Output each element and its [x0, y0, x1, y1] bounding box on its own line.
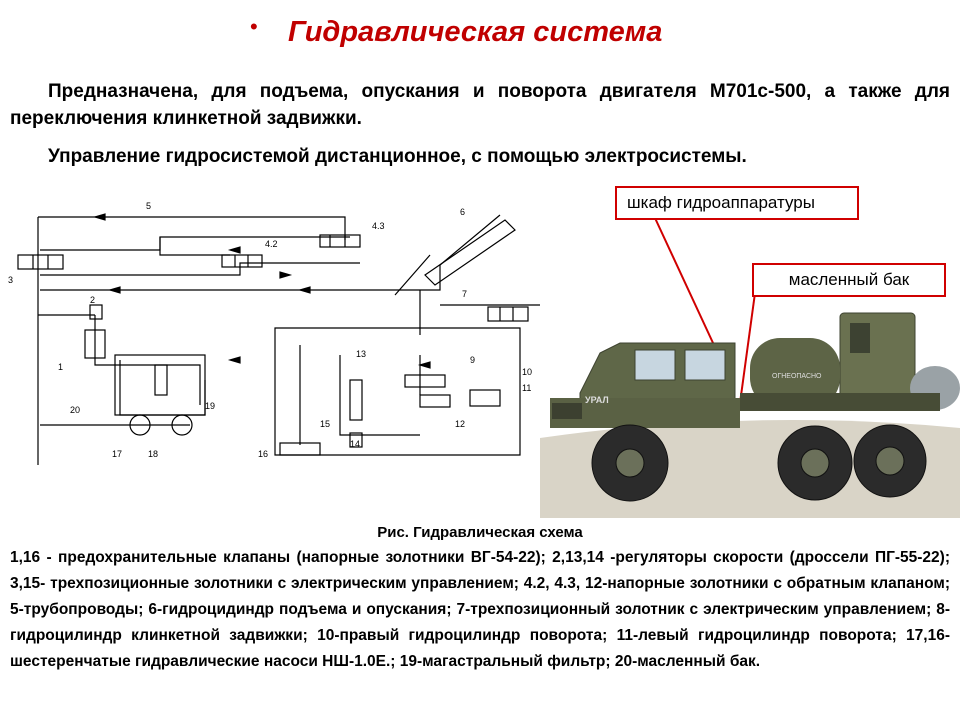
figure-caption: Рис. Гидравлическая схема [377, 524, 583, 541]
title-bullet: • [250, 14, 258, 39]
diagram-label: 2 [90, 295, 96, 305]
truck-photo [540, 178, 960, 518]
diagram-label: 4.3 [372, 221, 385, 231]
hydraulic-schematic [0, 195, 540, 475]
filter-19 [155, 365, 167, 395]
tank-20 [115, 355, 205, 415]
valve-3 [18, 255, 63, 269]
valve-9 [405, 375, 445, 387]
cylinder-6 [425, 220, 515, 285]
callout-cabinet: шкаф гидроаппаратуры [615, 186, 859, 220]
diagram-label: 7 [462, 289, 468, 299]
diagram-label: 20 [70, 405, 81, 415]
pipeline-row-3 [40, 215, 500, 290]
valve-7 [488, 307, 528, 321]
figure-legend: 1,16 - предохранительные клапаны (напорные золотники ВГ-54-22); 2,13,14 -регуляторы скорости (дроссели ПГ-55-22); 3,15- трехпозиционные золотники с электрическим управлением; 4.2, 4.3, 12-напорные золотники с обратным клапаном; 5-трубопроводы; 6-гидроцидиндр подъема и опускания; 7-трехпозиционный золотник с электрическим управлением; 8-гидроцилиндр клинкетной задвижки; 10-правый гидроцилиндр поворота; 11-левый гидроцилиндр поворота; 17,16-шестеренчатые гидравлические насоси НШ-1.0Е.; 19-магастральный фильтр; 20-масленный бак. [10, 549, 950, 670]
intro-paragraph-purpose: Предназначена, для подъема, опускания и поворота двигателя М701с-500, а также для переключения клинкетной задвижки. [10, 81, 950, 129]
diagram-label: 11 [522, 383, 532, 393]
valve-13 [350, 380, 362, 420]
diagram-label: 14 [350, 439, 361, 449]
diagram-label: 13 [356, 349, 367, 359]
diagram-label: 9 [470, 355, 476, 365]
slide-title: Гидравлическая система [288, 16, 663, 48]
diagram-label: 12 [455, 419, 466, 429]
pipeline-lower-left [95, 315, 200, 405]
intro-paragraph-control: Управление гидросистемой дистанционное, с помощью электросистемы. [48, 146, 747, 167]
diagram-label: 3 [8, 275, 14, 285]
pipeline-tank [120, 360, 205, 415]
valve-12 [420, 395, 450, 407]
diagram-label: 17 [112, 449, 123, 459]
diagram-label: 15 [320, 419, 331, 429]
diagram-label: 16 [258, 449, 269, 459]
callout-tank: масленный бак [752, 263, 946, 297]
pipeline-row-4 [160, 237, 230, 255]
diagram-label: 6 [460, 207, 466, 217]
diagram-label: 10 [522, 367, 533, 377]
diagram-label: 19 [205, 401, 216, 411]
diagram-label: 1 [58, 362, 64, 372]
pipeline-mid-2 [40, 263, 360, 275]
pipeline-mid-1 [40, 237, 350, 250]
valve-4-2 [222, 255, 262, 267]
cab-label: УРАЛ [585, 395, 609, 405]
pipeline-box-top [275, 328, 520, 455]
valve-10-11 [470, 390, 500, 406]
pipeline-inner-2 [340, 355, 420, 435]
valve-2 [90, 305, 102, 319]
diagram-label: 5 [146, 201, 152, 211]
diagram-label: 4.2 [265, 239, 278, 249]
tank-label: ОГНЕОПАСНО [772, 373, 822, 380]
diagram-label: 18 [148, 449, 159, 459]
